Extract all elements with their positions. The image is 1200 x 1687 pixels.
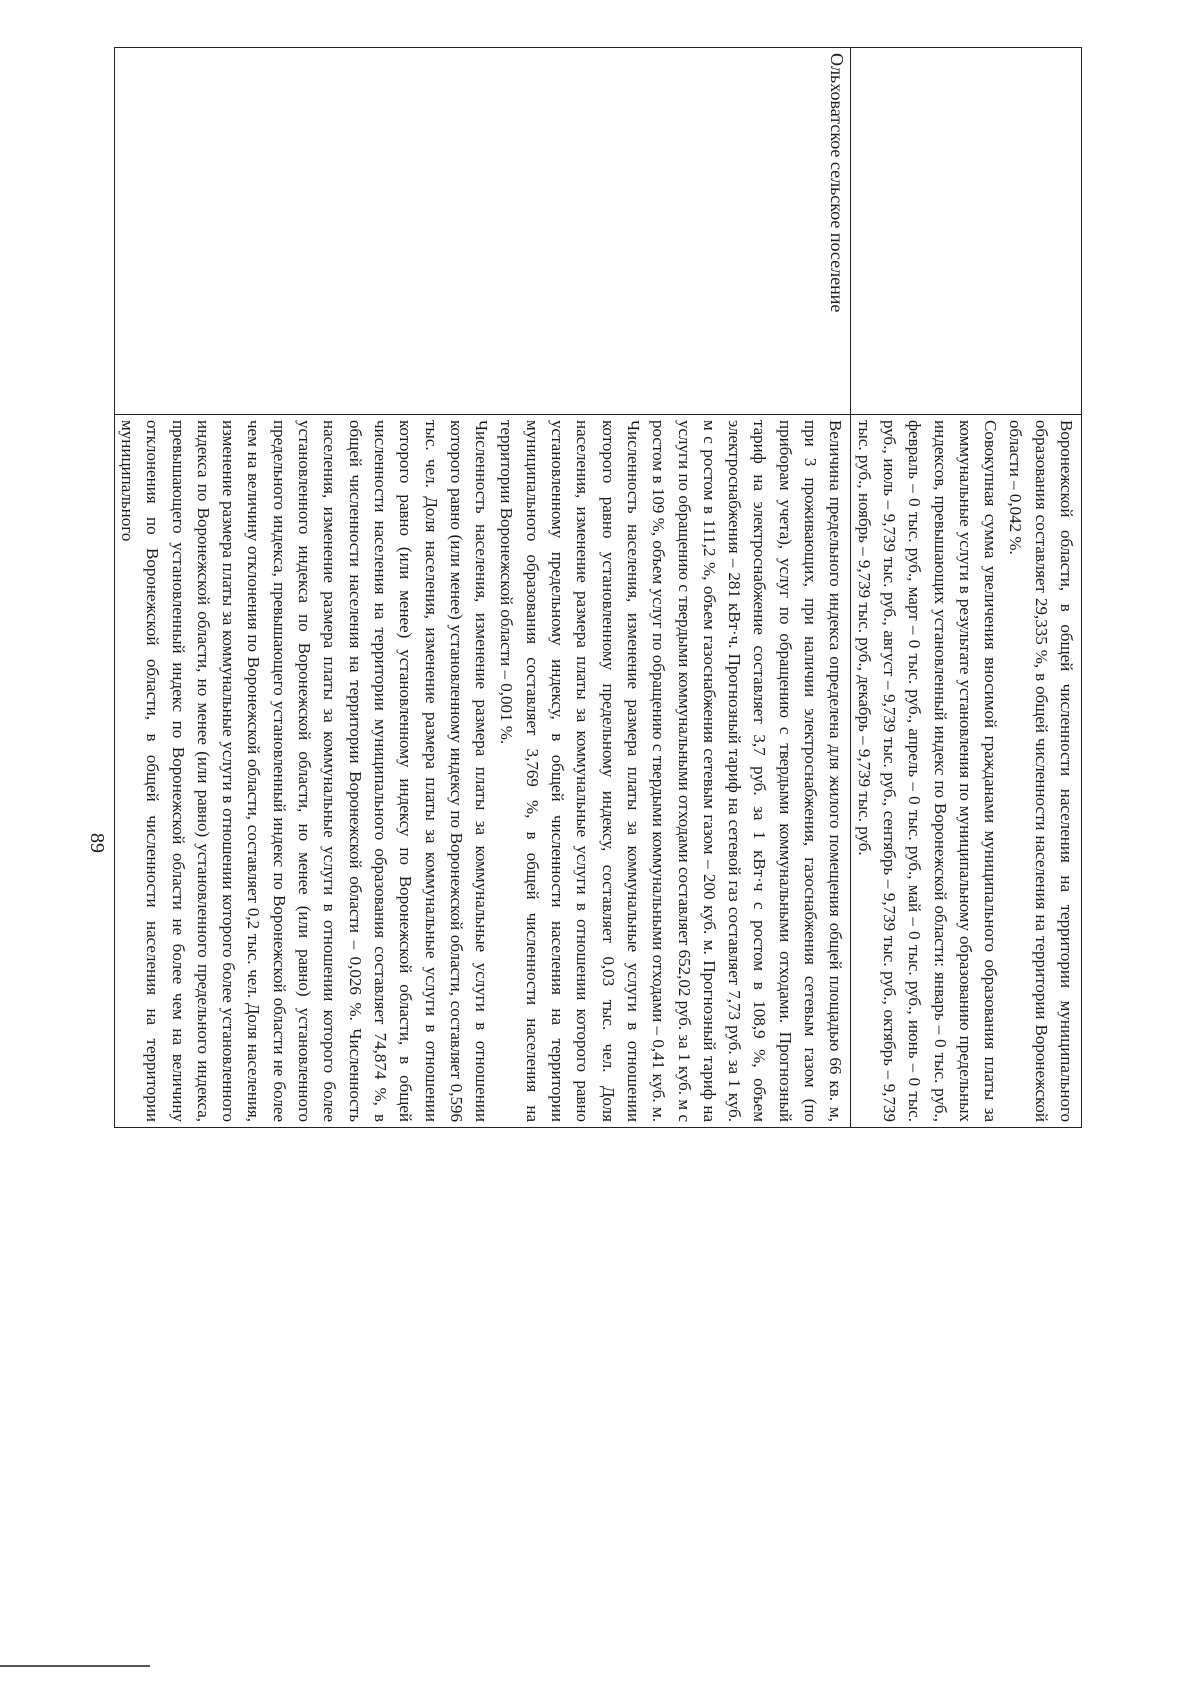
scan-edge-mark: [0, 1665, 150, 1667]
description-cell: [851, 415, 1082, 1128]
table-row: [114, 48, 851, 1128]
paragraph: Величина предельного индекса определена для жилого помещения общей площадью 66 кв. м, при 3 проживающих, при наличии электроснабжения, газоснабжения сетевым газом (по приборам учета), услуг по обращению с твердыми коммунальными отходами. Прогнозный тариф на электроснабжение составляет 3,7 руб. за 1 кВт·ч с ростом в 108,9 %, объем электроснабжения – 281 кВт·ч. Прогнозный тариф на сетевой газ составляет 7,73 руб. за 1 куб. м с ростом в 111,2 %, объем газоснабжения сетевым газом – 200 куб. м. Прогнозный тариф на услуги по обращению с твердыми коммунальными отходами составляет 652,02 руб. за 1 куб. м с ростом в 109 %, объем услуг по обращению с твердыми коммунальными отходами – 0,41 куб. м. Численность населения, изменение размера платы за коммунальные услуги в отношении которого равно установленному предельному индексу, составляет 0,03 тыс. чел. Доля населения, изменение размера платы за коммунальные услуги в отношении которого равно установленному предельному индексу, в общей численности населения на территории муниципального образования составляет 3,769 %, в общей численности населения на территории Воронежской области – 0,001 %.: [497, 420, 846, 1122]
municipality-name-cell: [851, 48, 1082, 415]
data-table: [114, 47, 1082, 1128]
description-cell: [114, 415, 851, 1128]
municipality-name-cell: Ольховатское сельское поселение: [114, 48, 851, 415]
table-row: [851, 48, 1082, 1128]
page-number: 89: [86, 833, 109, 853]
paragraph: Численность населения, изменение размера платы за коммунальные услуги в отношении которого равно (или менее) установленному индексу по Воронежской области, составляет 0,596 тыс. чел. Доля населения, изменение размера платы за коммунальные услуги в отношении которого равно (или менее) установленному индексу по Воронежской области, в общей численности населения на территории муниципального образования составляет 74,874 %, в общей численности населения на территории Воронежской области – 0,026 %. Численность населения, изменение размера платы за коммунальные услуги в отношении которого более установленного индекса по Воронежской области, но менее (или равно) установленного предельного индекса, превышающего установленный индекс по Воронежской области не более чем на величину отклонения по Воронежской области, составляет 0,2 тыс. чел. Доля населения, изменение размера платы за коммунальные услуги в отношении которого более установленного индекса по Воронежской области, но менее (или равно) установленного предельного индекса, превышающего установленный индекс по Воронежской области не более чем на величину отклонения по Воронежской области, в общей численности населения на территории муниципального: [118, 420, 492, 1122]
rotated-page-content: [118, 47, 1082, 1127]
paragraph: Совокупная сумма увеличения вносимой гражданами муниципального образования платы за коммунальные услуги в результате установления по муниципальному образованию предельных индексов, превышающих установленный индекс по Воронежской области: январь – 0 тыс. руб., февраль – 0 тыс. руб., март – 0 тыс. руб., апрель – 0 тыс. руб., май – 0 тыс. руб., июнь – 0 тыс. руб., июль – 9,739 тыс. руб., август – 9,739 тыс. руб., сентябрь – 9,739 тыс. руб., октябрь – 9,739 тыс. руб., ноябрь – 9,739 тыс. руб., декабрь – 9,739 тыс. руб.: [854, 420, 1001, 1122]
paragraph: Воронежской области, в общей численности населения на территории муниципального образования составляет 29,335 %, в общей численности населения на территории Воронежской области – 0,042 %.: [1006, 420, 1076, 1122]
